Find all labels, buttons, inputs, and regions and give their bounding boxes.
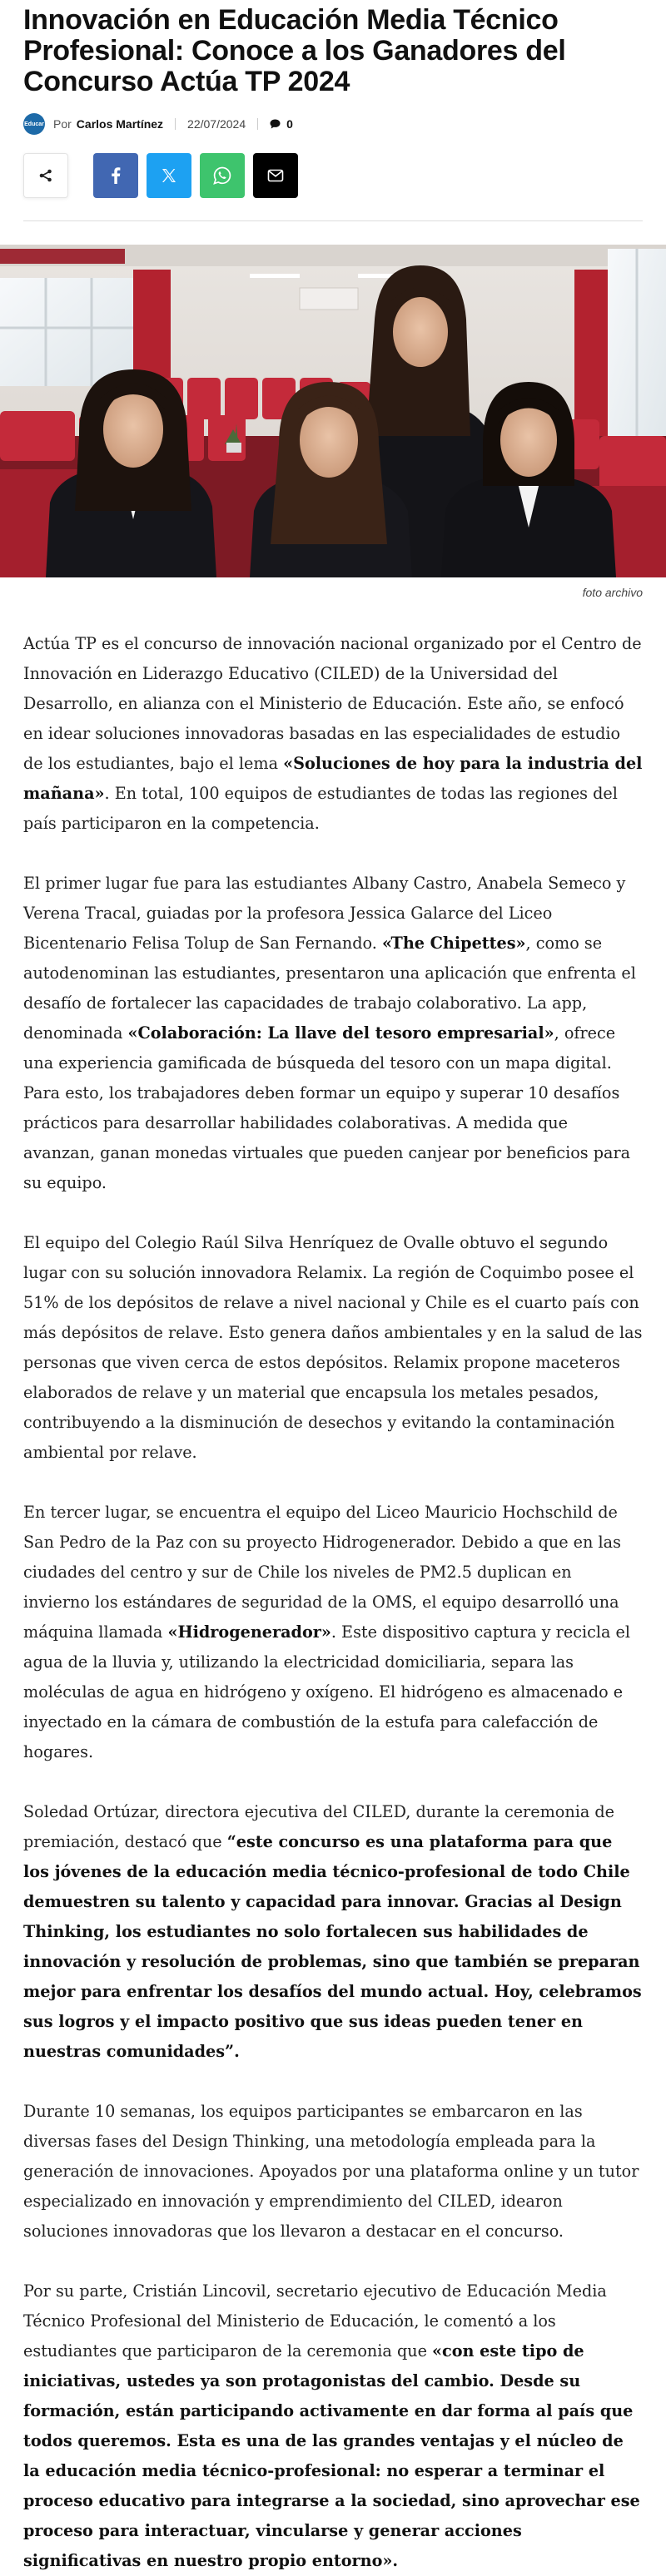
text-run-bold: «con este tipo de iniciativas, ustedes ya son protagonistas del cambio. Desde su formación, están participando activamente en dar forma al país que todos queremos. Esta es una de las grandes ventajas y el núcleo de la educación media técnico-profesional: no esperar a terminar el proceso educativo para integrarse a la sociedad, sino aprovechar ese proceso para interactuar, vincularse y generar acciones significativas en nuestro propio entorno». [23,2341,640,2570]
whatsapp-share-button[interactable] [200,153,245,198]
text-run: Por su parte, Cristián Lincovil, secretario ejecutivo de Educación Media Técnico Profesional del Ministerio de Educación, le comentó a los estudiantes que participaron de la ceremonia que [23,2281,607,2361]
text-run: En tercer lugar, se encuentra el equipo del Liceo Mauricio Hochschild de San Pedro de la Paz con su proyecto Hidrogenerador. Debido a que en las ciudades del centro y sur de Chile los niveles de PM2.5 duplican en invierno los estándares de seguridad de la OMS, el equipo desarrolló una máquina llamada [23,1503,621,1642]
text-run-bold: «The Chipettes» [381,934,526,953]
avatar-logo-text: Educar [24,121,44,127]
share-button[interactable] [23,153,68,198]
share-bar [23,152,643,199]
comment-count: 0 [286,117,293,131]
paragraph-second-place [23,1228,643,1468]
whatsapp-icon [213,166,231,185]
article-title: Innovación en Educación Media Técnico Profesional: Conoce a los Ganadores del Concurso Actúa TP 2024 [23,4,566,97]
x-share-button[interactable] [147,153,191,198]
text-run: Durante 10 semanas, los equipos participantes se embarcaron en las diversas fases del Design Thinking, una metodología empleada para la generación de innovaciones. Apoyados por una plataforma online y un tutor especializado en innovación y emprendimiento del CILED, idearon soluciones innovadoras que los llevaron a destacar en el concurso. [23,2102,639,2241]
x-icon [162,168,176,183]
photo-caption: foto archivo [582,586,643,599]
share-icon [38,168,53,183]
meta-divider [175,118,176,130]
photo-illustration [0,245,666,577]
paragraph-intro [23,629,643,839]
email-share-button[interactable] [253,153,298,198]
author-link[interactable]: Carlos Martínez [76,117,164,131]
article-photo [0,245,666,577]
text-run: El primer lugar fue para las estudiantes Albany Castro, Anabela Semeco y Verena Tracal, guiadas por la profesora Jessica Galarce del Liceo Bicentenario Felisa Tolup de San Fernando. [23,874,626,953]
article-meta [23,111,643,137]
mail-icon [267,169,284,182]
text-run-bold: «Hidrogenerador» [167,1622,331,1642]
article-body [0,599,666,2576]
text-run: . En total, 100 equipos de estudiantes de todas las regiones del país participaron en la competencia. [23,784,618,833]
paragraph-design-thinking [23,2097,643,2247]
text-run: Soledad Ortúzar, directora ejecutiva del CILED, durante la ceremonia de premiación, destacó que [23,1802,615,1851]
facebook-share-button[interactable] [93,153,138,198]
article-header [0,0,666,221]
text-run-bold: “este concurso es una plataforma para que los jóvenes de la educación media técnico-profesional de todo Chile demuestren su talento y capacidad para innovar. Gracias al Design Thinking, los estudiantes no solo fortalecen sus habilidades de innovación y resolución de problemas, sino que también se preparan mejor para enfrentar los desafíos del mundo actual. Hoy, celebramos sus logros y el impacto positivo que sus ideas pueden tener en nuestras comunidades”. [23,1832,642,2061]
text-run: El equipo del Colegio Raúl Silva Henríquez de Ovalle obtuvo el segundo lugar con su solución innovadora Relamix. La región de Coquimbo posee el 51% de los depósitos de relave a nivel nacional y Chile es el cuarto país con más depósitos de relave. Esto genera daños ambientales y en la salud de las personas que viven cerca de estos depósitos. Relamix propone maceteros elaborados de relave y un material que encapsula los metales pesados, contribuyendo a la disminución de desechos y evitando la contaminación ambiental por relave. [23,1233,643,1462]
facebook-icon [111,167,121,184]
text-run-bold: «Colaboración: La llave del tesoro empresarial» [127,1023,554,1043]
header-divider [23,220,643,221]
paragraph-first-place [23,869,643,1198]
meta-divider [257,118,258,130]
text-run: , ofrece una experiencia gamificada de búsqueda del tesoro con un mapa digital. Para esto, los trabajadores deben formar un equipo y superar 10 desafíos prácticos para desarrollar habilidades colaborativas. A medida que avanzan, ganan monedas virtuales que pueden canjear por beneficios para su equipo. [23,1023,631,1192]
publish-date: 22/07/2024 [187,117,246,131]
comment-icon [270,119,281,129]
byline-prefix: Por [53,117,72,131]
text-run: , como se autodenominan las estudiantes, presentaron una aplicación que enfrenta el desafío de fortalecer las capacidades de trabajo colaborativo. La app, denominada [23,934,636,1043]
paragraph-third-place [23,1498,643,1767]
comments-link[interactable] [270,117,293,131]
text-run: . Este dispositivo captura y recicla el agua de la lluvia y, utilizando la electricidad domiciliaria, separa las moléculas de agua en hidrógeno y oxígeno. El hidrógeno es almacenado e inyectado en la cámara de combustión de la estufa para calefacción de hogares. [23,1622,631,1761]
paragraph-ortuzar-quote [23,1797,643,2067]
paragraph-lincovil-quote [23,2276,643,2576]
text-run: Actúa TP es el concurso de innovación nacional organizado por el Centro de Innovación en Liderazgo Educativo (CILED) de la Universidad del Desarrollo, en alianza con el Ministerio de Educación. Este año, se enfocó en idear soluciones innovadoras basadas en las especialidades de estudio de los estudiantes, bajo el lema [23,634,642,773]
author-avatar[interactable] [23,113,45,135]
text-run-bold: «Soluciones de hoy para la industria del mañana» [23,754,643,803]
